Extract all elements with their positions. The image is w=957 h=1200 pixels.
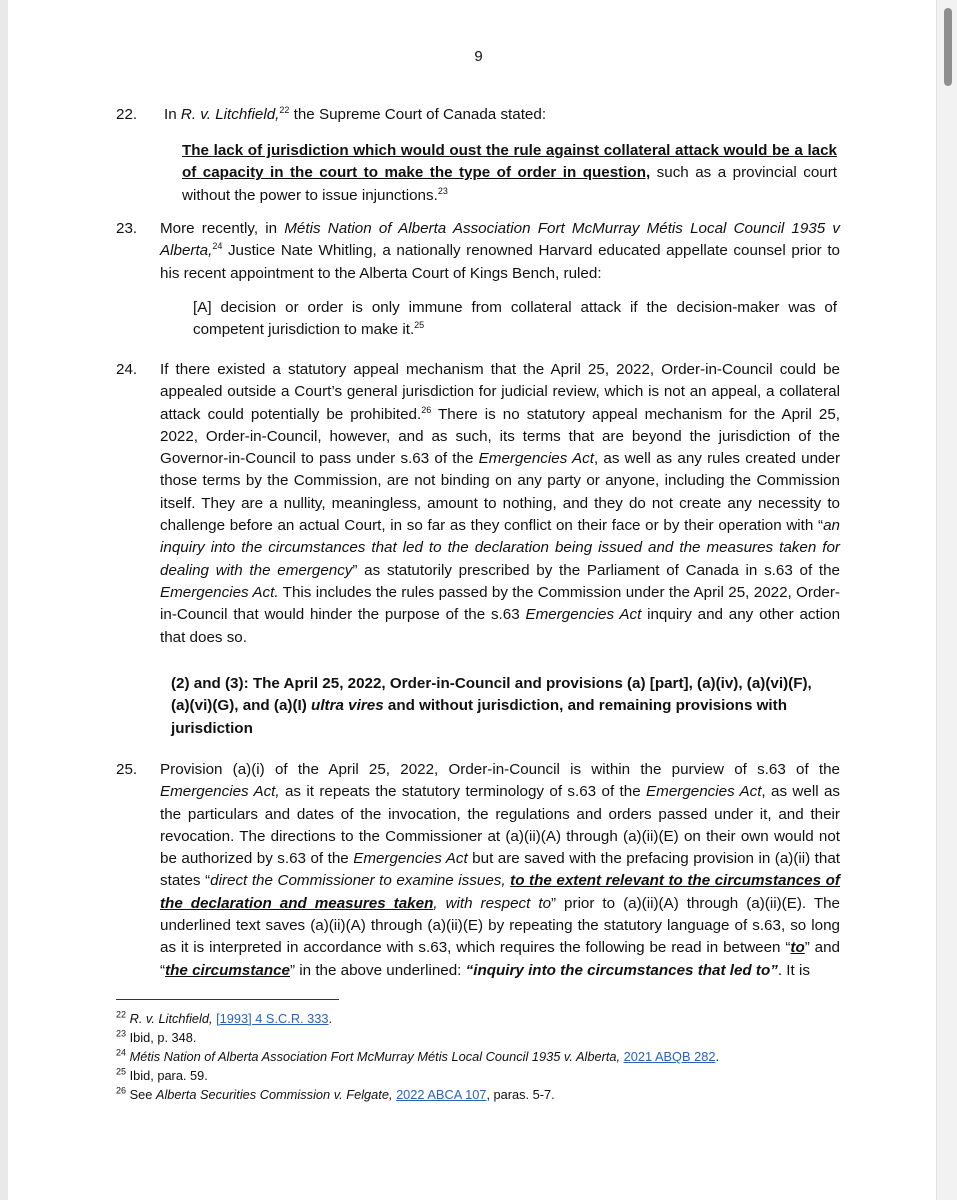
footnote-separator (116, 999, 339, 1000)
underlined-quote: The lack of jurisdiction which would oust the rule against collateral attack would be a lack of capacity in the court to make the type of order in question, (182, 142, 837, 182)
citation-link[interactable]: 2022 ABCA 107 (396, 1087, 487, 1102)
footnote-ref[interactable]: 23 (437, 185, 448, 196)
paragraph-22: 22. In R. v. Litchfield,$^{22}$ the Supreme Court of Canada stated: (116, 104, 840, 126)
paragraph-number: 23. (116, 220, 138, 237)
citation-link[interactable]: [1993] 4 S.C.R. 333 (216, 1011, 329, 1026)
section-heading: (2) and (3): The April 25, 2022, Order-in-Council and provisions (a) [part], (a)(iv), (a)(vi)(F), (a)(vi)(G), and (a)(I) ultra vires and without jurisdiction, and remaining provisions with jurisdiction (171, 675, 812, 737)
underlined-text: to the extent relevant to the circumstances of the declaration and measures taken (160, 872, 840, 912)
case-citation: Métis Nation of Alberta Association Fort McMurray Métis Local Council 1935 v Alberta, (160, 220, 840, 260)
footnote-22: $^{22}$ R. v. Litchfield, [1993] 4 S.C.R. 333. (116, 1009, 333, 1026)
paragraph-number: 25. (116, 761, 138, 778)
footnote-ref[interactable]: 25 (414, 320, 425, 331)
footnote-ref[interactable]: 26 (421, 404, 432, 415)
case-citation: R. v. Litchfield, (180, 106, 280, 123)
block-quote-23: [A] decision or order is only immune from collateral attack if the decision-maker was of competent jurisdiction to make it.$^{25}$ (193, 299, 837, 339)
paragraph-25: 25. Provision (a)(i) of the April 25, 2022, Order-in-Council is within the purview of s.63 of the Emergencies Act, as it repeats the statutory terminology of s.63 of the Emergencies Act, as well as the particulars and dates of the invocation, the regulations and orders passed under it, and their revocation. The directions to the Commissioner at (a)(ii)(A) through (a)(ii)(E) on their own would not be authorized by s.63 of the Emergencies Act but are saved with the prefacing provision in (a)(ii) that states “direct the Commissioner to examine issues, to the extent relevant to the circumstances of the declaration and measures taken, with respect to” prior to (a)(ii)(A) through (a)(ii)(E). The underlined text saves (a)(ii)(A) through (a)(ii)(E) by repeating the statutory language of s.63, so long as it is interpreted in accordance with s.63, which requires the following be read in between “to” and “the circumstance” in the above underlined: “inquiry into the circumstances that led to”. It is (116, 761, 841, 979)
footnote-25: $^{25}$ Ibid, para. 59. (116, 1066, 208, 1083)
page-number: 9 (474, 48, 483, 65)
scrollbar-thumb[interactable] (944, 8, 952, 86)
paragraph-number: 24. (116, 361, 138, 378)
footnote-ref[interactable]: 22 (279, 104, 290, 115)
vertical-scrollbar[interactable] (936, 0, 957, 1200)
paragraph-number: 22. (116, 106, 138, 123)
paragraph-23: 23. More recently, in Métis Nation of Alberta Association Fort McMurray Métis Local Council 1935 v Alberta,$^{24}$ Justice Nate Whitling, a nationally renowned Harvard educated appellate counsel prior to his recent appointment to the Alberta Court of Kings Bench, ruled: (116, 220, 840, 282)
footnote-24: $^{24}$ Métis Nation of Alberta Association Fort McMurray Métis Local Council 1935 v. Alberta, 2021 ABQB 282. (116, 1047, 720, 1064)
paragraph-24: 24. If there existed a statutory appeal mechanism that the April 25, 2022, Order-in-Council could be appealed outside a Court’s general jurisdiction for judicial review, which is not an appeal, a collateral attack could potentially be prohibited.$^{26}$ There is no statutory appeal mechanism for the April 25, 2022, Order-in-Council, however, and as such, its terms that are beyond the jurisdiction of the Governor-in-Council to pass under s.63 of the Emergencies Act, as well as any rules created under those terms by the Commission, are not binding on any party or anyone, including the Commission itself. They are a nullity, meaningless, amount to nothing, and they do not create any necessity to challenge before an actual Court, in so far as they conflict on their face or by their operation with “an inquiry into the circumstances that led to the declaration being issued and the measures taken for dealing with the emergency” as statutorily prescribed by the Parliament of Canada in s.63 of the Emergencies Act. This includes the rules passed by the Commission under the April 25, 2022, Order-in-Council that would hinder the purpose of the s.63 Emergencies Act inquiry and any other action that does so. (116, 361, 841, 646)
footnote-ref[interactable]: 24 (212, 241, 223, 252)
footnote-26: $^{26}$ See Alberta Securities Commission v. Felgate, 2022 ABCA 107, paras. 5-7. (116, 1085, 555, 1102)
citation-link[interactable]: 2021 ABQB 282 (623, 1049, 716, 1064)
footnote-23: $^{23}$ Ibid, p. 348. (116, 1028, 197, 1045)
block-quote-22: The lack of jurisdiction which would oust the rule against collateral attack would be a lack of capacity in the court to make the type of order in question, such as a provincial court without the power to issue injunctions.$^{23}$ (182, 142, 837, 204)
